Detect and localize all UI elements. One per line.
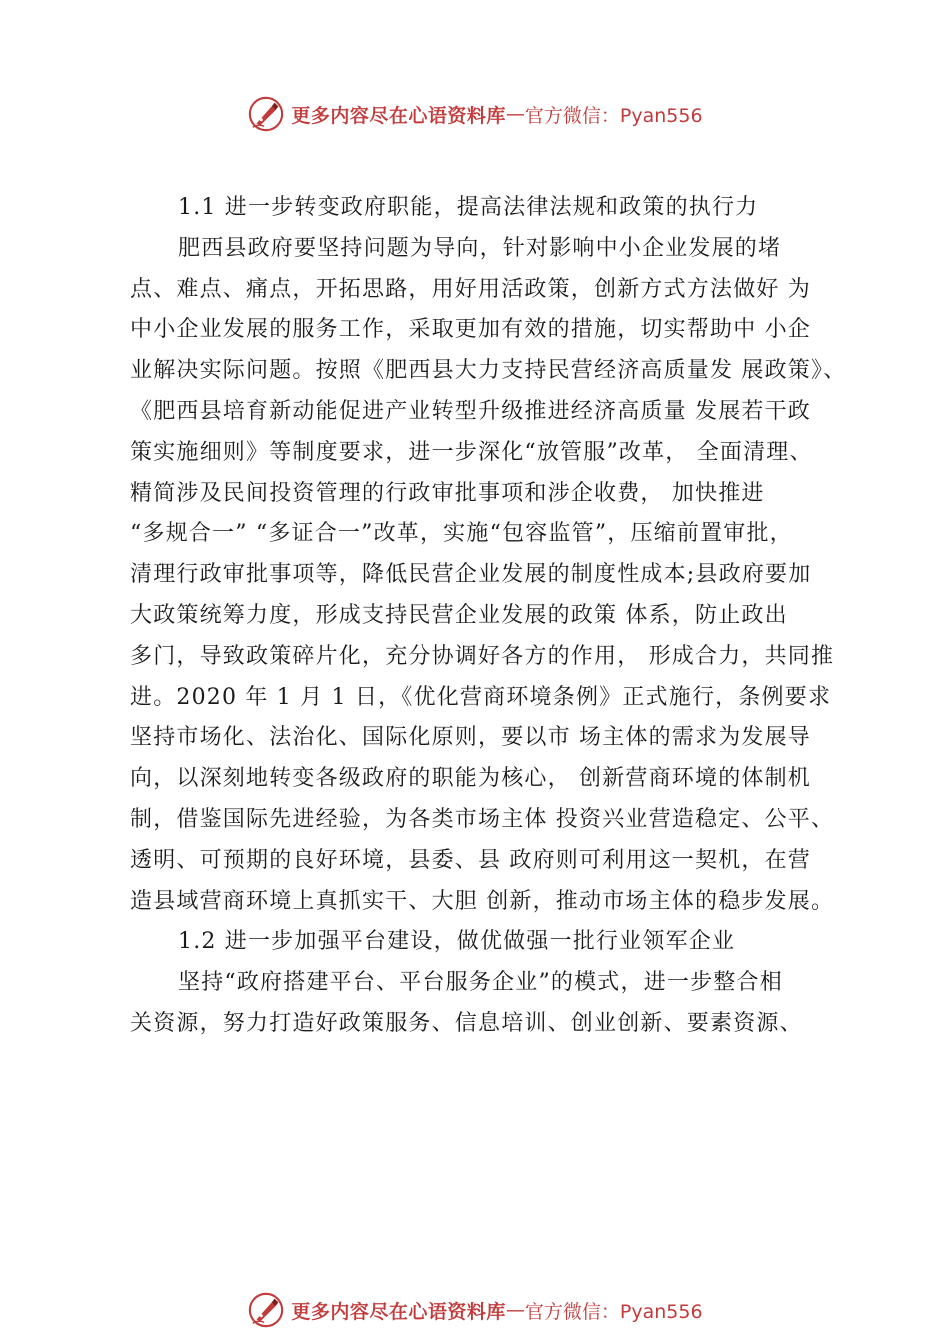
fountain-pen-logo-icon xyxy=(247,95,285,133)
paragraph-line: 坚持市场化、法治化、国际化原则，要以市 场主体的需求为发展导 xyxy=(130,725,811,751)
paragraph-line: 多门，导致政策碎片化，充分协调好各方的作用， 形成合力，共同推 xyxy=(130,643,835,669)
paragraph-line: 点、难点、痛点，开拓思路，用好用活政策，创新方式方法做好 为 xyxy=(130,276,811,302)
paragraph-line: “多规合一” “多证合一”改革，实施“包容监管”，压缩前置审批， xyxy=(130,521,793,547)
paragraph-line: 业解决实际问题。按照《肥西县大力支持民营经济高质量发 展政策》、 xyxy=(130,358,847,384)
paragraph-line: 向，以深刻地转变各级政府的职能为核心， 创新营商环境的体制机 xyxy=(130,766,811,792)
footer-banner xyxy=(0,1288,950,1332)
footer-banner-separator: — xyxy=(505,1299,525,1321)
section-heading-1-2: 1.2 进一步加强平台建设，做优做强一批行业领军企业 xyxy=(178,929,736,955)
paragraph-line: 制，借鉴国际先进经验，为各类市场主体 投资兴业营造稳定、公平、 xyxy=(130,806,835,832)
header-banner-wechat: 官方微信：Pyan556 xyxy=(524,104,703,127)
footer-banner-wechat: 官方微信：Pyan556 xyxy=(524,1300,703,1323)
paragraph-line: 策实施细则》等制度要求，进一步深化“放管服”改革， 全面清理、 xyxy=(130,439,813,465)
header-banner xyxy=(0,92,950,136)
paragraph-line: 《肥西县培育新动能促进产业转型升级推进经济高质量 发展若干政 xyxy=(130,398,811,424)
paragraph-line: 清理行政审批事项等，降低民营企业发展的制度性成本;县政府要加 xyxy=(130,562,812,588)
paragraph-line: 造县域营商环境上真抓实干、大胆 创新，推动市场主体的稳步发展。 xyxy=(130,888,835,914)
fountain-pen-logo-icon xyxy=(247,1291,285,1329)
paragraph-line: 关资源，努力打造好政策服务、信息培训、创业创新、要素资源、 xyxy=(130,1010,803,1036)
section-heading-1-1: 1.1 进一步转变政府职能，提高法律法规和政策的执行力 xyxy=(178,195,759,220)
header-banner-title: 更多内容尽在心语资料库 xyxy=(291,104,506,127)
paragraph-line: 大政策统筹力度，形成支持民营企业发展的政策 体系，防止政出 xyxy=(130,602,788,628)
header-banner-separator: — xyxy=(505,103,525,125)
paragraph-line: 中小企业发展的服务工作，采取更加有效的措施，切实帮助中 小企 xyxy=(130,317,811,343)
paragraph-line: 进。2020 年 1 月 1 日，《优化营商环境条例》正式施行，条例要求 xyxy=(130,684,832,710)
document-body xyxy=(130,188,860,1045)
paragraph-line: 精简涉及民间投资管理的行政审批事项和涉企收费， 加快推进 xyxy=(130,480,765,506)
paragraph-line: 透明、可预期的良好环境，县委、县 政府则可利用这一契机，在营 xyxy=(130,847,811,873)
paragraph-line: 坚持“政府搭建平台、平台服务企业”的模式，进一步整合相 xyxy=(178,970,783,996)
paragraph-line: 肥西县政府要坚持问题为导向，针对影响中小企业发展的堵 xyxy=(178,235,782,261)
footer-banner-title: 更多内容尽在心语资料库 xyxy=(291,1300,506,1323)
